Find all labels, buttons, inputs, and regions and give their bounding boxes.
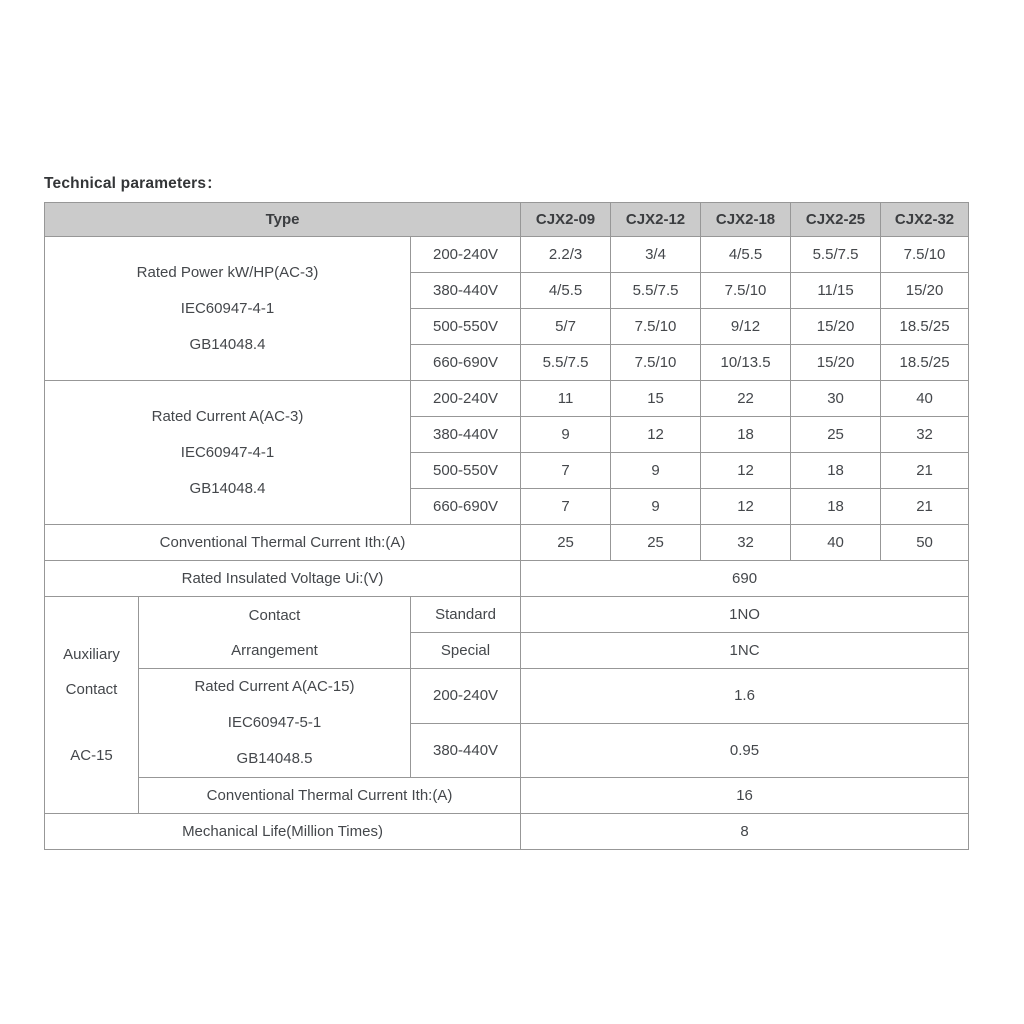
value-cell: 9 [521, 417, 611, 453]
special-value: 1NC [521, 633, 969, 669]
rated-power-label-line: Rated Power kW/HP(AC-3) [136, 263, 319, 281]
thermal-current-row [45, 525, 969, 561]
aux-thermal-row [45, 778, 969, 814]
value-cell: 7.5/10 [701, 273, 791, 309]
value-cell: 15/20 [791, 345, 881, 381]
aux-standard-row [45, 597, 969, 633]
value-cell: 18 [791, 489, 881, 525]
aux-group-label [45, 597, 139, 814]
header-row [45, 203, 969, 237]
voltage-label: 200-240V [411, 669, 521, 724]
aux-rated-current-standard-gb: GB14048.5 [236, 750, 313, 767]
value-cell: 18 [701, 417, 791, 453]
value-cell: 5.5/7.5 [521, 345, 611, 381]
aux-thermal-label: Conventional Thermal Current Ith:(A) [139, 778, 521, 814]
rated-power-standard-iec: IEC60947-4-1 [180, 299, 275, 317]
value-cell: 7 [521, 489, 611, 525]
rated-power-standard-gb: GB14048.4 [189, 335, 266, 353]
mechanical-life-row [45, 814, 969, 850]
value-cell: 25 [611, 525, 701, 561]
value-cell: 22 [701, 381, 791, 417]
technical-parameters-table [44, 202, 969, 850]
header-model-cjx2-09: CJX2-09 [521, 203, 611, 237]
value-cell: 50 [881, 525, 969, 561]
value-cell: 15/20 [791, 309, 881, 345]
value-cell: 25 [521, 525, 611, 561]
voltage-label: 660-690V [411, 345, 521, 381]
header-model-cjx2-18: CJX2-18 [701, 203, 791, 237]
value-cell: 15/20 [881, 273, 969, 309]
mechanical-life-value: 8 [521, 814, 969, 850]
aux-group-line-contact: Contact [65, 681, 118, 698]
value-cell: 12 [701, 453, 791, 489]
rated-power-label [45, 237, 411, 381]
value-cell: 30 [791, 381, 881, 417]
insulated-voltage-label: Rated Insulated Voltage Ui:(V) [45, 561, 521, 597]
header-model-cjx2-25: CJX2-25 [791, 203, 881, 237]
contact-arrangement-line-2: Arrangement [231, 641, 318, 659]
value-cell: 5/7 [521, 309, 611, 345]
header-type: Type [45, 203, 521, 237]
value-cell: 5.5/7.5 [791, 237, 881, 273]
value-cell: 4/5.5 [521, 273, 611, 309]
value-cell: 21 [881, 453, 969, 489]
insulated-voltage-row [45, 561, 969, 597]
voltage-label: 200-240V [411, 237, 521, 273]
mechanical-life-label: Mechanical Life(Million Times) [45, 814, 521, 850]
aux-current-value: 1.6 [521, 669, 969, 724]
contact-arrangement-line-1: Contact [248, 606, 301, 624]
value-cell: 32 [701, 525, 791, 561]
voltage-label: 380-440V [411, 417, 521, 453]
value-cell: 5.5/7.5 [611, 273, 701, 309]
value-cell: 7.5/10 [881, 237, 969, 273]
value-cell: 15 [611, 381, 701, 417]
rated-current-row-1 [45, 381, 969, 417]
aux-rated-current-label [139, 669, 411, 778]
value-cell: 4/5.5 [701, 237, 791, 273]
standard-label: Standard [411, 597, 521, 633]
value-cell: 11/15 [791, 273, 881, 309]
value-cell: 40 [881, 381, 969, 417]
value-cell: 2.2/3 [521, 237, 611, 273]
rated-current-label-line: Rated Current A(AC-3) [151, 407, 304, 425]
value-cell: 11 [521, 381, 611, 417]
value-cell: 21 [881, 489, 969, 525]
aux-current-row-1 [45, 669, 969, 724]
voltage-label: 500-550V [411, 309, 521, 345]
voltage-label: 500-550V [411, 453, 521, 489]
voltage-label: 380-440V [411, 273, 521, 309]
aux-group-line-ac15: AC-15 [70, 747, 113, 764]
value-cell: 18.5/25 [881, 309, 969, 345]
value-cell: 7.5/10 [611, 345, 701, 381]
value-cell: 12 [611, 417, 701, 453]
aux-rated-current-standard-iec: IEC60947-5-1 [227, 714, 322, 731]
value-cell: 7 [521, 453, 611, 489]
aux-current-value: 0.95 [521, 723, 969, 778]
thermal-current-label: Conventional Thermal Current Ith:(A) [45, 525, 521, 561]
value-cell: 10/13.5 [701, 345, 791, 381]
value-cell: 25 [791, 417, 881, 453]
header-model-cjx2-12: CJX2-12 [611, 203, 701, 237]
value-cell: 9 [611, 453, 701, 489]
value-cell: 3/4 [611, 237, 701, 273]
rated-current-label [45, 381, 411, 525]
special-label: Special [411, 633, 521, 669]
contact-arrangement-label [139, 597, 411, 669]
rated-power-row-1 [45, 237, 969, 273]
rated-current-standard-gb: GB14048.4 [189, 479, 266, 497]
insulated-voltage-value: 690 [521, 561, 969, 597]
value-cell: 18 [791, 453, 881, 489]
standard-value: 1NO [521, 597, 969, 633]
page-title: Technical parameters： [44, 175, 222, 192]
value-cell: 7.5/10 [611, 309, 701, 345]
value-cell: 40 [791, 525, 881, 561]
header-model-cjx2-32: CJX2-32 [881, 203, 969, 237]
aux-rated-current-label-line: Rated Current A(AC-15) [194, 678, 355, 695]
voltage-label: 200-240V [411, 381, 521, 417]
voltage-label: 660-690V [411, 489, 521, 525]
voltage-label: 380-440V [411, 723, 521, 778]
value-cell: 12 [701, 489, 791, 525]
value-cell: 32 [881, 417, 969, 453]
aux-thermal-value: 16 [521, 778, 969, 814]
value-cell: 9/12 [701, 309, 791, 345]
aux-group-line-auxiliary: Auxiliary [63, 646, 120, 663]
rated-current-standard-iec: IEC60947-4-1 [180, 443, 275, 461]
value-cell: 18.5/25 [881, 345, 969, 381]
value-cell: 9 [611, 489, 701, 525]
